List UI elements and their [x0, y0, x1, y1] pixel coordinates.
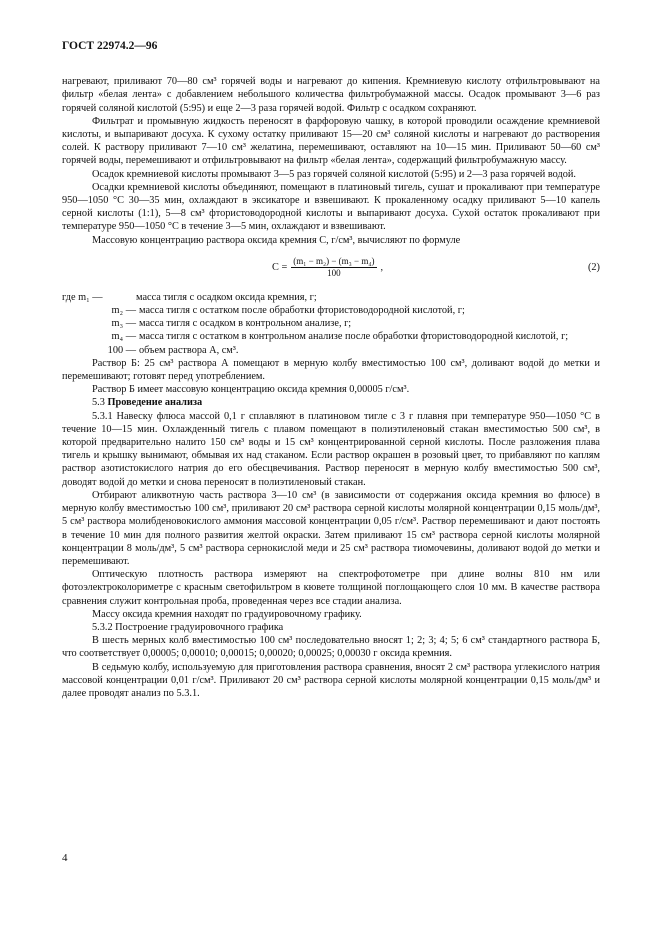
- formula-numerator: (m₁ − m₂) − (m₃ − m₄): [293, 256, 375, 267]
- page-number: 4: [62, 852, 68, 864]
- definition-term: m₂ —: [111, 305, 136, 317]
- formula-number: (2): [587, 261, 600, 273]
- definition-term: где m₁ —: [62, 291, 103, 303]
- section-number: 5.3: [92, 397, 105, 409]
- definition-item: [62, 317, 600, 330]
- formula-2: [62, 253, 600, 283]
- subsection-heading-5-3-2: 5.3.2 Построение градуировочного графика: [92, 621, 284, 633]
- definition-term: m₄ —: [111, 331, 136, 343]
- formula-fraction: [291, 256, 376, 279]
- document-page: [62, 40, 600, 700]
- formula-lhs: С =: [272, 262, 288, 274]
- definitions-list: [62, 291, 600, 357]
- paragraph-7: Раствор Б имеет массовую концентрацию оксида кремния 0,00005 г/см³.: [92, 384, 410, 396]
- definition-desc: масса тигля с остатком после обработки фтористоводородной кислотой, г;: [139, 305, 465, 317]
- definition-desc: масса тигля с остатком в контрольном анализе после обработки фтористоводородной кислотой, г;: [139, 331, 569, 343]
- paragraph-4: Осадки кремниевой кислоты объединяют, помещают в платиновый тигель, сушат и прокаливают при температуре 950—1050 °С 30—35 мин, охлаждают в эксикаторе и взвешивают. К прокаленному осадку приливают 5—10 капель серной кислоты (1:1), 5—8 см³ фтористоводородной кислоты и выпаривают досуха. Сухой остаток прокаливают при температуре 950—1050 °С в течение 3—5 мин, охлаждают и взвешивают.: [62, 181, 600, 233]
- definition-item: [62, 304, 600, 317]
- paragraph-5: Массовую концентрацию раствора оксида кремния С, г/см³, вычисляют по формуле: [92, 234, 461, 246]
- paragraph-9: Отбирают аликвотную часть раствора 3—10 см³ (в зависимости от содержания оксида кремния во флюсе) в мерную колбу вместимостью 100 см³, приливают 20 см³ раствора серной кислоты молярной концентрации 0,15 моль/дм³, 5 см³ раствора молибденовокислого аммония массовой концентрации 0,05 г/см³. Раствор перемешивают и дают постоять в течение 10 мин для полного развития желтой окраски. Затем приливают 15 см³ раствора серной кислоты молярной концентрации 8 моль/дм³, 5 см³ раствора сернокислой меди и 25 см³ раствора тиомочевины, доливают водой до метки и перемешивают.: [62, 489, 600, 567]
- definition-item: [62, 344, 600, 357]
- definition-term: 100 —: [107, 344, 136, 356]
- section-heading-5-3: [62, 396, 600, 409]
- paragraph-8: 5.3.1 Навеску флюса массой 0,1 г сплавляют в платиновом тигле с 3 г плавня при температуре 950—1050 °С в течение 10—15 мин. Охлажденный тигель с плавом помещают в полиэтиленовый стакан вместимостью 500 см³, в которой предварительно налито 150 см³ воды и 15 см³ концентрированной серной кислоты. После разложения плава тигель и крышку вынимают, обмывая их над стаканом. Если раствор окрашен в розовый цвет, то прибавляют по каплям раствор азотистокислого натрия до его обесцвечивания. Раствор переносят в мерную колбу вместимостью 500 см³, доводят водой до метки и снова переносят в полиэтиленовый стакан.: [62, 410, 600, 488]
- paragraph-11: Массу оксида кремния находят по градуировочному графику.: [92, 608, 362, 620]
- paragraph-12: В шесть мерных колб вместимостью 100 см³ последовательно вносят 1; 2; 3; 4; 5; 6 см³ стандартного раствора Б, что соответствует 0,00005; 0,00010; 0,00015; 0,00020; 0,00025; 0,00030 г оксида кремния.: [62, 635, 600, 660]
- definition-desc: масса тигля с осадком оксида кремния, г;: [136, 291, 317, 303]
- definition-desc: масса тигля с осадком в контрольном анализе, г;: [139, 318, 352, 330]
- paragraph-13: В седьмую колбу, используемую для приготовления раствора сравнения, вносят 2 см³ раствора углекислого натрия массовой концентрации 0,01 г/см³. Приливают 20 см³ раствора серной кислоты молярной концентрации 0,15 моль/дм³ и далее проводят анализ по 5.3.1.: [62, 661, 600, 699]
- formula-denominator: 100: [327, 268, 341, 279]
- definition-desc: объем раствора А, см³.: [139, 344, 239, 356]
- paragraph-3: Осадок кремниевой кислоты промывают 3—5 раз горячей соляной кислотой (5:95) и 2—3 раза горячей водой.: [92, 168, 576, 180]
- formula-tail: ,: [380, 262, 384, 274]
- document-header: ГОСТ 22974.2—96: [62, 40, 158, 52]
- section-title: Проведение анализа: [107, 397, 203, 409]
- definition-item: [62, 330, 600, 343]
- paragraph-6: Раствор Б: 25 см³ раствора А помещают в мерную колбу вместимостью 100 см³, доливают водой до метки и перемешивают; готовят перед употреблением.: [62, 357, 600, 383]
- paragraph-2: Фильтрат и промывную жидкость переносят в фарфоровую чашку, в которой проводили осаждение кремниевой кислоты, и выпаривают досуха. К сухому остатку приливают 15—20 см³ соляной кислоты и нагревают до растворения солей. К раствору приливают 7—10 см³ желатина, перемешивают, оставляют на 10—15 мин. Приливают 50—60 см³ горячей воды, перемешивают и отфильтровывают на фильтр «белая лента», содержащий фильтробумажную массу.: [62, 115, 600, 167]
- definition-item: [62, 291, 600, 304]
- paragraph-10: Оптическую плотность раствора измеряют на спектрофотометре при длине волны 810 нм или фотоэлектроколориметре с красным светофильтром в кювете толщиной поглощающего слоя 10 мм. В качестве раствора сравнения служит контрольная проба, проведенная через все стадии анализа.: [62, 569, 600, 607]
- paragraph-1: нагревают, приливают 70—80 см³ горячей воды и нагревают до кипения. Кремниевую кислоту отфильтровывают на фильтр «белая лента» с добавлением небольшого количества фильтробумажной массы. Осадок промывают 3—6 раз горячей соляной кислотой (5:95) и еще 2—3 раза горячей водой. Фильтр с осадком сохраняют.: [62, 76, 600, 114]
- definition-term: m₃ —: [111, 318, 136, 330]
